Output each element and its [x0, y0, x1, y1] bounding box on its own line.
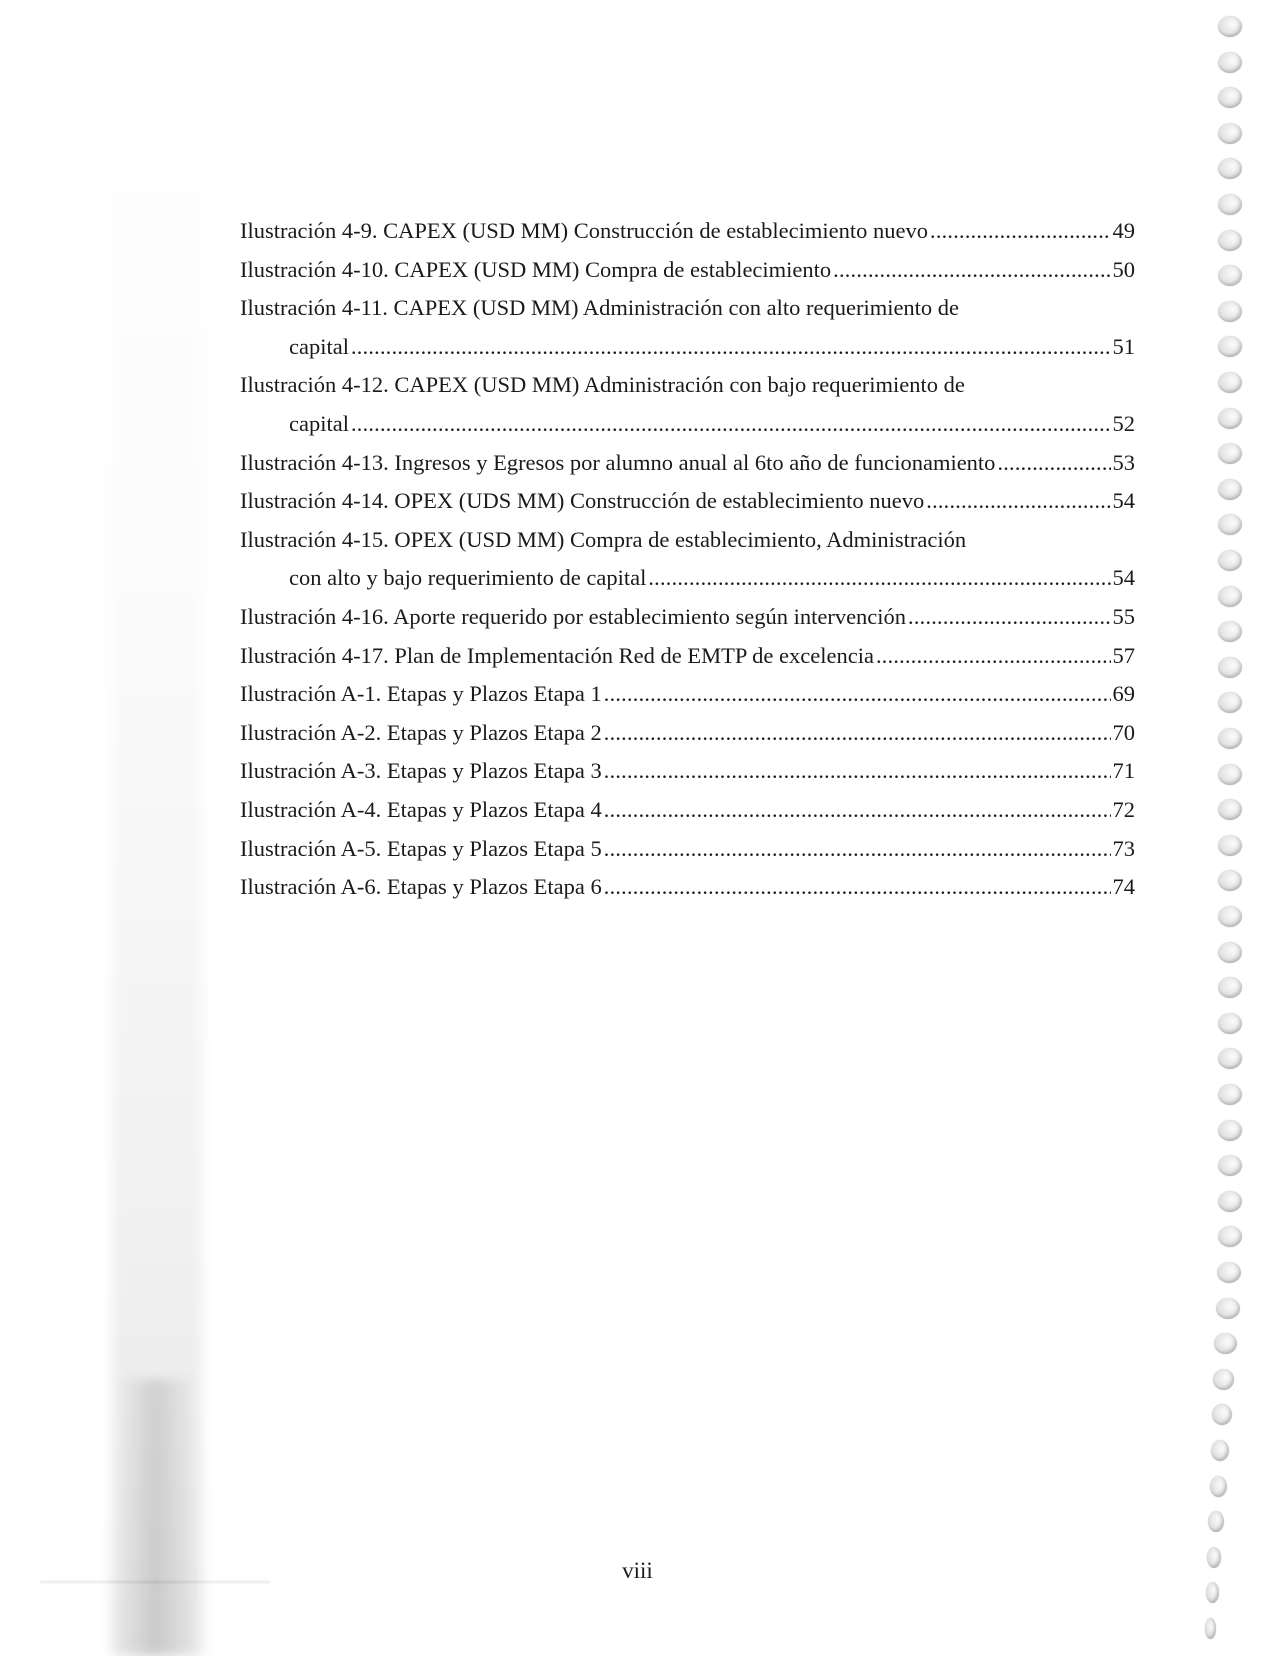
toc-entry-page: 52	[1112, 410, 1135, 436]
binding-ring	[1217, 1262, 1241, 1283]
toc-entry-page: 57	[1112, 642, 1135, 668]
toc-entry[interactable]	[240, 251, 1135, 290]
binding-ring	[1218, 799, 1242, 820]
dot-leader	[604, 752, 1111, 791]
binding-ring	[1218, 1013, 1242, 1034]
toc-entry-title: Ilustración A-3. Etapas y Plazos Etapa 3	[240, 758, 602, 784]
binding-ring	[1218, 728, 1242, 749]
binding-ring	[1208, 1511, 1224, 1532]
toc-entry-page: 49	[1112, 218, 1135, 243]
toc-entry-page: 53	[1112, 449, 1135, 475]
binding-ring	[1218, 1226, 1242, 1247]
dot-leader	[876, 637, 1111, 676]
binding-ring	[1218, 906, 1242, 927]
toc-entry[interactable]	[240, 212, 1135, 251]
dot-leader	[604, 830, 1111, 869]
toc-entry-title-continuation: capital	[289, 410, 349, 436]
toc-entry-title: Ilustración 4-15. OPEX (USD MM) Compra de establecimiento, Administración	[240, 526, 967, 552]
toc-entry[interactable]	[240, 752, 1135, 791]
toc-entry-page: 51	[1112, 333, 1135, 359]
toc-entry[interactable]	[240, 366, 1135, 443]
scan-shadow-bottom	[120, 1380, 190, 1656]
binding-ring	[1218, 16, 1242, 37]
binding-ring	[1218, 514, 1242, 535]
dot-leader	[604, 791, 1111, 830]
toc-entry[interactable]	[240, 637, 1135, 676]
binding-ring	[1218, 550, 1242, 571]
binding-ring	[1218, 230, 1242, 251]
toc-entry-page: 71	[1112, 758, 1135, 784]
binding-ring	[1218, 764, 1242, 785]
toc-entry-page: 69	[1112, 681, 1135, 707]
toc-entry[interactable]	[240, 598, 1135, 637]
binding-ring	[1218, 657, 1242, 678]
dot-leader	[604, 714, 1111, 753]
binding-ring	[1218, 621, 1242, 642]
binding-ring	[1218, 1120, 1242, 1141]
binding-ring	[1218, 87, 1242, 108]
binding-ring	[1213, 1369, 1234, 1390]
toc-entry-title-continuation: capital	[289, 333, 349, 359]
toc-entry-title: Ilustración 4-14. OPEX (UDS MM) Construcción de establecimiento nuevo	[240, 488, 925, 514]
list-of-figures	[240, 212, 1135, 907]
toc-entry-page: 72	[1112, 796, 1135, 822]
binding-ring	[1218, 835, 1242, 856]
binding-ring	[1218, 123, 1242, 144]
toc-entry-title: Ilustración 4-16. Aporte requerido por establecimiento según intervención	[240, 603, 907, 629]
toc-entry-title: Ilustración A-2. Etapas y Plazos Etapa 2	[240, 719, 602, 745]
dot-leader	[833, 251, 1110, 290]
spiral-binding	[1210, 0, 1270, 1656]
binding-ring	[1205, 1618, 1216, 1639]
binding-ring	[1218, 372, 1242, 393]
dot-leader	[351, 405, 1111, 444]
toc-entry[interactable]	[240, 675, 1135, 714]
dot-leader	[604, 868, 1111, 907]
dot-leader	[648, 559, 1110, 598]
toc-entry-title: Ilustración A-4. Etapas y Plazos Etapa 4	[240, 796, 602, 822]
toc-entry-title: Ilustración 4-11. CAPEX (USD MM) Administración con alto requerimiento de	[240, 295, 960, 321]
dot-leader	[997, 444, 1110, 483]
binding-ring	[1218, 586, 1242, 607]
binding-ring	[1218, 692, 1242, 713]
binding-ring	[1218, 1048, 1242, 1069]
toc-entry[interactable]	[240, 868, 1135, 907]
binding-ring	[1218, 1191, 1242, 1212]
toc-entry[interactable]	[240, 791, 1135, 830]
toc-entry-page: 55	[1112, 603, 1135, 629]
toc-entry[interactable]	[240, 830, 1135, 869]
binding-ring	[1218, 158, 1242, 179]
binding-ring	[1214, 1333, 1237, 1354]
toc-entry-title: Ilustración 4-12. CAPEX (USD MM) Administración con bajo requerimiento de	[240, 372, 965, 398]
toc-entry-title: Ilustración A-5. Etapas y Plazos Etapa 5	[240, 835, 602, 861]
binding-ring	[1218, 479, 1242, 500]
binding-ring	[1210, 1476, 1227, 1497]
toc-entry-page: 54	[1112, 565, 1135, 591]
dot-leader	[604, 675, 1111, 714]
toc-entry[interactable]	[240, 714, 1135, 753]
toc-entry[interactable]	[240, 289, 1135, 366]
binding-ring	[1206, 1582, 1219, 1603]
toc-entry-page: 50	[1112, 256, 1135, 282]
binding-ring	[1218, 1084, 1242, 1105]
binding-ring	[1207, 1547, 1221, 1568]
toc-entry[interactable]	[240, 521, 1135, 598]
toc-entry-title-continuation: con alto y bajo requerimiento de capital	[289, 565, 647, 591]
toc-entry[interactable]	[240, 444, 1135, 483]
binding-ring	[1218, 52, 1242, 73]
binding-ring	[1218, 942, 1242, 963]
binding-ring	[1218, 265, 1242, 286]
toc-entry-page: 54	[1112, 488, 1135, 514]
toc-entry-page: 73	[1112, 835, 1135, 861]
toc-entry-title: Ilustración 4-17. Plan de Implementación Red de EMTP de excelencia	[240, 642, 874, 668]
binding-ring	[1216, 1298, 1240, 1319]
binding-ring	[1218, 977, 1242, 998]
dot-leader	[908, 598, 1110, 637]
dot-leader	[926, 482, 1110, 521]
dot-leader	[930, 212, 1110, 251]
toc-entry-title: Ilustración 4-10. CAPEX (USD MM) Compra de establecimiento	[240, 256, 832, 282]
binding-ring	[1211, 1440, 1229, 1461]
binding-ring	[1218, 1155, 1242, 1176]
toc-entry-title: Ilustración 4-13. Ingresos y Egresos por alumno anual al 6to año de funcionamiento	[240, 449, 996, 475]
toc-entry-title: Ilustración 4-9. CAPEX (USD MM) Construcción de establecimiento nuevo	[240, 218, 929, 243]
binding-ring	[1218, 301, 1242, 322]
binding-ring	[1218, 408, 1242, 429]
toc-entry-page: 70	[1112, 719, 1135, 745]
binding-ring	[1218, 443, 1242, 464]
binding-ring	[1218, 194, 1242, 215]
dot-leader	[351, 328, 1111, 367]
binding-ring	[1218, 336, 1242, 357]
binding-ring	[1212, 1404, 1232, 1425]
toc-entry[interactable]	[240, 482, 1135, 521]
toc-entry-title: Ilustración A-6. Etapas y Plazos Etapa 6	[240, 874, 602, 900]
binding-ring	[1218, 870, 1242, 891]
toc-entry-title: Ilustración A-1. Etapas y Plazos Etapa 1	[240, 681, 602, 707]
toc-entry-page: 74	[1112, 874, 1135, 900]
page-number: viii	[622, 1558, 653, 1583]
